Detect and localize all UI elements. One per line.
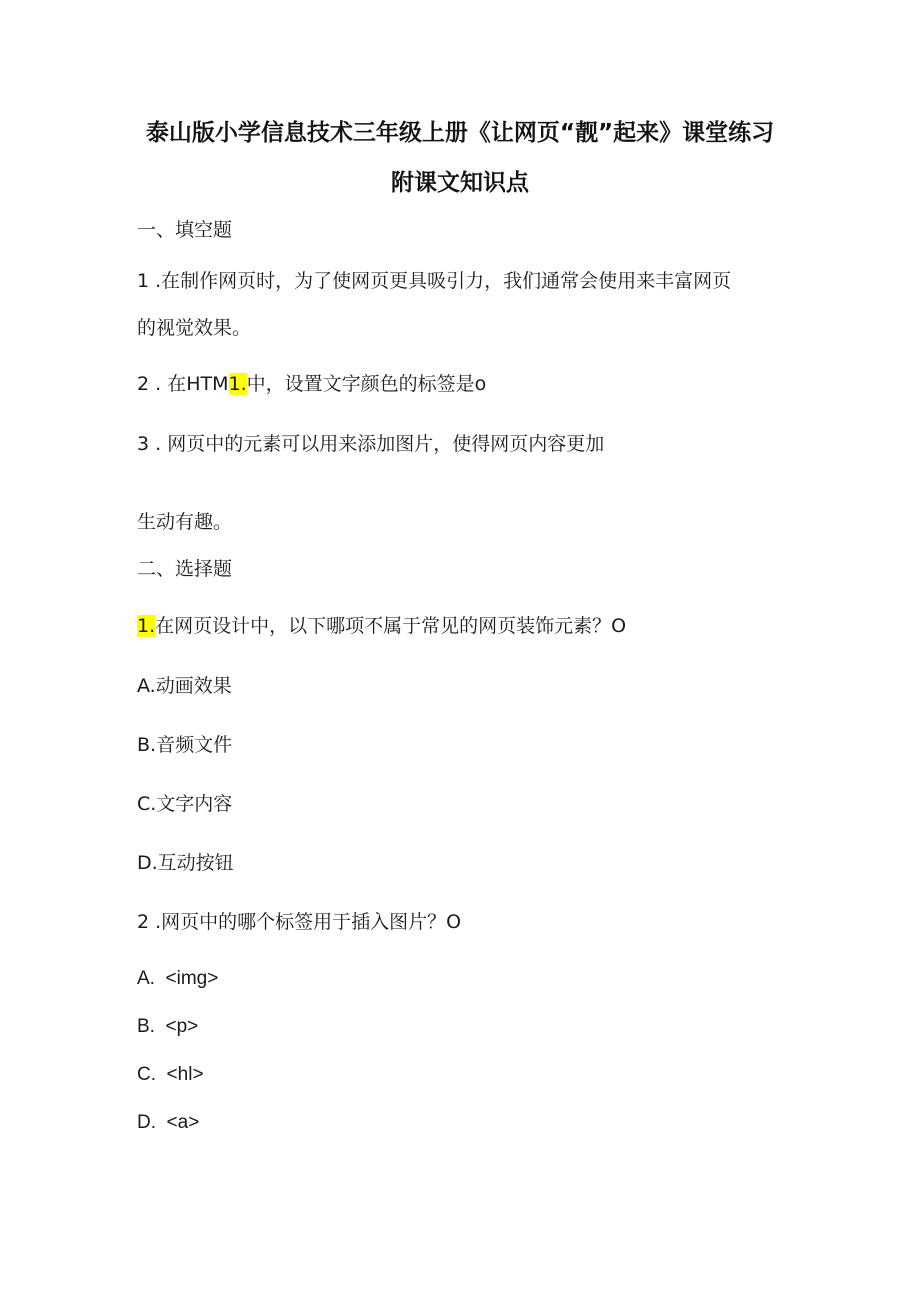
highlighted-text: 1. [228, 373, 247, 395]
highlighted-text: 1. [137, 615, 156, 637]
choice-question-2: 2 .网页中的哪个标签用于插入图片？O [137, 911, 462, 933]
choice-question-2-option-d: D. <a> [137, 1112, 200, 1133]
choice-question-2-option-b: B. <p> [137, 1016, 199, 1037]
document-subtitle: 附课文知识点 [391, 170, 529, 196]
fill-question-1-line-1: 1 .在制作网页时，为了使网页更具吸引力，我们通常会使用来丰富网页 [137, 270, 732, 292]
choice-question-1-text: 在网页设计中，以下哪项不属于常见的网页装饰元素？O [155, 615, 627, 637]
choice-question-1 [137, 613, 626, 639]
fill-question-3-line-1: 3 . 网页中的元素可以用来添加图片，使得网页内容更加 [137, 433, 605, 455]
fill-question-3-line-2: 生动有趣。 [137, 511, 233, 533]
section-heading-multiple-choice: 二、选择题 [137, 558, 233, 580]
choice-question-1-option-c: C.文字内容 [137, 793, 233, 815]
section-heading-fill-in: 一、填空题 [137, 219, 233, 241]
fill-question-2-suffix: 中，设置文字颜色的标签是o [246, 373, 487, 395]
choice-question-1-option-a: A.动画效果 [137, 675, 232, 697]
choice-question-2-option-c: C. <hl> [137, 1064, 204, 1085]
choice-question-1-option-b: B.音频文件 [137, 734, 233, 756]
fill-question-1-line-2: 的视觉效果。 [137, 317, 252, 339]
fill-question-2-prefix: 2 . 在HTM [137, 373, 229, 395]
choice-question-2-option-a: A. <img> [137, 968, 219, 989]
choice-question-1-option-d: D.互动按钮 [137, 852, 234, 874]
document-title: 泰山版小学信息技术三年级上册《让网页“靓”起来》课堂练习 [145, 120, 775, 146]
fill-question-2 [137, 371, 486, 397]
